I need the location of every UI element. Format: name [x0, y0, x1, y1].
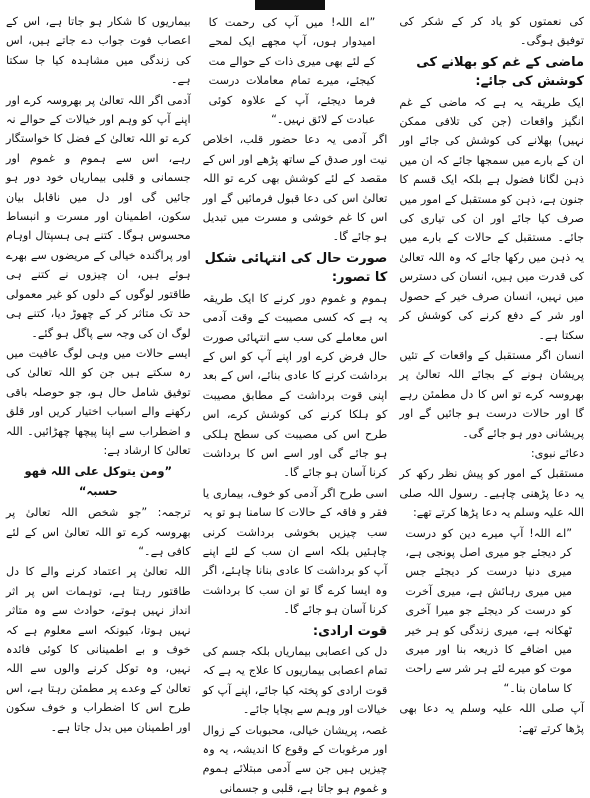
paragraph: دل کی اعصابی بیماریاں بلکہ جسم کی تمام اعصابی بیماریوں کا علاج یہ ہے کہ قوت ارادی کو پختہ کیا جائے، اپنے آپ کو خیالات اور وہم سے بچایا جائے۔: [202, 645, 388, 717]
paragraph: دعائے نبوی:: [530, 446, 584, 460]
paragraph: مستقبل کے امور کو پیش نظر رکھ کر یہ دعا پڑھنی چاہیے۔ رسول اللہ صلی اللہ علیہ وسلم یہ دعا پڑھا کرتے تھے:: [399, 467, 584, 520]
quoted-prayer: ”اے اللہ! میں آپ کی رحمت کا امیدوار ہوں، آپ مجھے ایک لمحے کے لئے بھی میری ذات کے حوالے مت کیجئے، میرے تمام معاملات درست فرما دیجئے، آپ کے علاوہ کوئی عبادت کے لائق نہیں۔“: [208, 16, 376, 127]
paragraph: اگر آدمی یہ دعا حضور قلب، اخلاص نیت اور صدق کے ساتھ پڑھے اور اس کے مقصد کے لئے کوشش بھی کرے تو اللہ تعالیٰ اس کی دعا قبول فرمائیں گے اور اس کا غم خوشی و مسرت میں تبدیل ہو جائے گا۔: [202, 133, 388, 244]
paragraph: ہموم و غموم دور کرنے کا ایک طریقہ یہ ہے کہ کسی مصیبت کے وقت آدمی اس معاملے کی سب سے انتہائی صورت حال فرض کرے اور اپنے آپ کو اس کے برداشت کرنے کا عادی بنائے، اس کے بعد اپنی قوت برداشت کے مطابق مصیبت کو ہلکا کرنے کی کوشش کرے، اس طرح اس کی مصیبت کی سطح ہلکی ہو جائے گی اور اسے اس کا برداشت کرنا آسان ہو جائے گا۔: [202, 291, 388, 480]
section-heading: صورت حال کی انتہائی شکل کا تصور:: [204, 250, 388, 286]
paragraph: ترجمہ: ”جو شخص اللہ تعالیٰ پر بھروسہ کرے تو اللہ تعالیٰ اس کے لئے کافی ہے۔“: [5, 506, 191, 558]
paragraph: اللہ تعالیٰ پر اعتماد کرنے والے کا دل طاقتور رہتا ہے، توہمات اس پر اثر انداز نہیں ہوتے، حوادث سے وہ متاثر نہیں ہوتا، کیونکہ اسے معلوم ہے کہ خوف و بے اطمینانی کا کوئی فائدہ نہیں، وہ توکل کرنے والوں سے اللہ تعالیٰ کے وعدے پر مطمئن رہتا ہے، اس طرح اس کا اضطراب و خوف سکون اور اطمینان میں بدل جاتا ہے۔: [5, 565, 191, 734]
paragraph: ایک طریقہ یہ ہے کہ ماضی کے غم انگیز واقعات (جن کی تلافی ممکن نہیں) بھلانے کی کوشش کی جائے اور ان کے بارے میں سمجھا جائے کہ ان میں ذہن لگانا فضول ہے بلکہ ایک قسم کا جنون ہے، ذہن کو مستقبل کے امور میں صرف کیا جائے اور ان کی تیاری کی جائے۔ مستقبل کے حالات کے بارے میں یہ ذہن میں رکھا جائے کہ وہ اللہ تعالیٰ کی قدرت میں ہیں، انسان کی دسترس میں نہیں، انسان صرف خیر کے حصول اور شر کے دفع کرنے کی کوشش کر سکتا ہے۔: [399, 95, 584, 342]
paragraph: آدمی اگر اللہ تعالیٰ پر بھروسہ کرے اور اپنے آپ کو وہم اور خیالات کے حوالے نہ کرے تو اللہ تعالیٰ کے فضل کا خواستگار رہے، اس سے ہموم و غموم اور جسمانی و قلبی بیماریاں خود دور ہو جائیں گی اور دل میں ناقابل بیان سکون، اطمینان اور مسرت و انبساط محسوس ہوگا۔ کتنے ہی ہسپتال اوہام اور پراگندہ خیالی کے مریضوں سے بھرے ہوئے ہیں، ان چیزوں نے کتنے ہی طاقتور لوگوں کے دلوں کو غیر معمولی حد تک متاثر کر کے چھوڑ دیا، کتنے ہی لوگ ان کی وجہ سے پاگل ہو گئے۔: [5, 93, 191, 340]
paragraph: اسی طرح اگر آدمی کو خوف، بیماری یا فقر و فاقہ کے حالات کا سامنا ہو تو یہ سب چیزیں بخوشی برداشت کرنی چاہئیں بلکہ اسے ان سب کے لئے اپنے آپ کو برداشت کا عادی بنانا چاہئے، اگر وہ ایسا کرے گا تو ان سب کا برداشت کرنا آسان ہو جائے گا۔: [202, 486, 388, 617]
newspaper-page: [5, 12, 584, 795]
header-tab: [255, 0, 325, 10]
arabic-verse: ”ومن یتوکل علی اللہ فھو حسبہ“: [24, 464, 173, 498]
paragraph: بیماریوں کا شکار ہو جاتا ہے، اس کے اعصاب فوت جواب دے جاتے ہیں، اس کی زندگی میں مشاہدہ کیا جا سکتا ہے۔: [5, 15, 191, 87]
paragraph: آپ صلی اللہ علیہ وسلم یہ دعا بھی پڑھا کرتے تھے:: [399, 702, 584, 735]
paragraph: ایسے حالات میں وہی لوگ عافیت میں رہ سکتے ہیں جن کو اللہ تعالیٰ کی توفیق شامل حال ہو، جو حوصلہ باقی رکھنے والے اسباب اختیار کریں اور قلق و اضطراب سے اپنا پیچھا چھڑائیں۔ اللہ تعالیٰ کا ارشاد ہے:: [5, 346, 191, 457]
section-heading: ماضی کے غم کو بھلانے کی کوشش کی جائے:: [416, 54, 584, 90]
paragraph: غصہ، پریشان خیالی، محبوبات کے زوال اور مرغوبات کے وقوع کا اندیشہ، یہ وہ چیزیں ہیں جن سے آدمی مبتلائے ہموم و غموم ہو جاتا ہے، قلبی و جسمانی: [202, 723, 388, 795]
column-middle: [202, 12, 388, 795]
section-heading: قوت ارادی:: [312, 623, 388, 639]
paragraph: انسان اگر مستقبل کے واقعات کے تئیں پریشان ہونے کے بجائے اللہ تعالیٰ پر بھروسہ کرے تو اس کا دل مطمئن رہے گا اور حالات درست ہو جائیں گے اور پریشانی دور ہو جائے گی۔: [399, 348, 584, 440]
column-right: [399, 12, 584, 735]
quoted-prayer: ”اے اللہ! آپ میرے دین کو درست کر دیجئے جو میری اصل پونجی ہے، میری دنیا درست کر دیجئے جس میں میری رہائش ہے، میری آخرت کو درست کر دیجئے جو میرا آخری ٹھکانہ ہے، میری زندگی کو ہر خیر میں اضافے کا ذریعہ بنا اور میری موت کو میرے لئے ہر شر سے راحت کا سامان بنا۔“: [405, 526, 572, 695]
column-left: [5, 12, 191, 734]
paragraph: کی نعمتوں کو یاد کر کے شکر کی توفیق ہوگی۔: [399, 15, 584, 48]
